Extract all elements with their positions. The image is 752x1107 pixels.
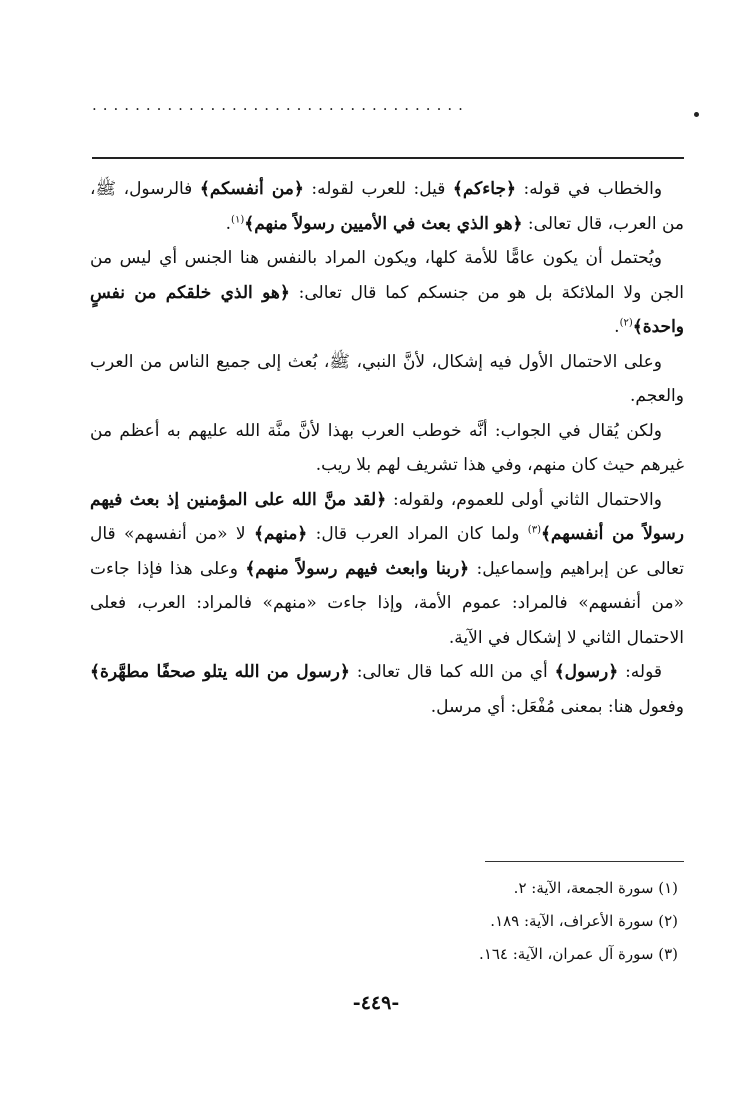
footnote-3: (٣) سورة آل عمران، الآية: ١٦٤. (479, 945, 678, 963)
main-text (90, 172, 684, 724)
quran-quote: ﴿لقد منَّ الله على المؤمنين إذ بعث فيهم رسولاً من أنفسهم﴾ (90, 489, 684, 544)
footnote-rule (485, 861, 684, 862)
text-run: لا «من أنفسهم» قال تعالى عن إبراهيم وإسماعيل: (90, 524, 684, 579)
paragraph (90, 345, 684, 414)
quran-quote: ﴿من أنفسكم﴾ (199, 179, 304, 199)
header-dotted-line: ................................... (92, 96, 469, 114)
footnote-ref: (٢) (619, 317, 633, 329)
header-dot (694, 112, 699, 117)
text-run: وفعول هنا: بمعنى مُفْعَل: أي مرسل. (430, 696, 684, 717)
quran-quote: ﴿رسول من الله يتلو صحفًا مطهَّرة﴾ (90, 662, 350, 682)
footnote-ref: (١) (231, 213, 245, 225)
text-run: قوله: (618, 662, 662, 682)
text-run: فالرسول، ﷺ، من العرب، قال تعالى: (90, 179, 684, 234)
quran-quote: ﴿هو الذي بعث في الأميين رسولاً منهم﴾ (244, 213, 523, 234)
page-number: -٤٤٩- (352, 992, 400, 1014)
text-run: وعلى هذا فإذا جاءت «من أنفسهم» فالمراد: عموم الأمة، وإذا جاءت «منهم» فالمراد: العرب، فعلى الاحتمال الثاني لا إشكال في الآية. (90, 558, 684, 648)
text-run: . (225, 213, 232, 234)
quran-quote: ﴿رسول﴾ (554, 662, 619, 682)
paragraph (90, 483, 684, 656)
text-run: أي من الله كما قال تعالى: (349, 662, 555, 682)
quran-quote: ﴿ربنا وابعث فيهم رسولاً منهم﴾ (245, 558, 470, 579)
footnote-2: (٢) سورة الأعراف، الآية: ١٨٩. (490, 912, 678, 930)
text-run: وعلى الاحتمال الأول فيه إشكال، لأنَّ النبي، ﷺ، بُعث إلى جميع الناس من العرب والعجم. (90, 351, 684, 406)
text-run: ويُحتمل أن يكون عامًّا للأمة كلها، ويكون المراد بالنفس هنا الجنس أي ليس من الجن ولا الملائكة بل هو من جنسكم كما قال تعالى: (90, 248, 684, 303)
paragraph (90, 655, 684, 724)
text-run: قيل: للعرب لقوله: (303, 179, 453, 199)
paragraph (90, 241, 684, 345)
text-run: والاحتمال الثاني أولى للعموم، ولقوله: (386, 489, 662, 510)
quran-quote: ﴿هو الذي خلقكم من نفسٍ واحدة﴾ (90, 282, 684, 337)
text-run: . (614, 317, 620, 337)
quran-quote: ﴿جاءكم﴾ (452, 179, 516, 199)
quran-quote: ﴿منهم﴾ (253, 524, 308, 544)
footnotes (90, 872, 678, 971)
text-run: ولما كان المراد العرب قال: (307, 524, 528, 544)
text-run: ولكن يُقال في الجواب: أنَّه خوطب العرب بهذا لأنَّ منَّة الله عليهم به أعظم من غيرهم حيث كان منهم، وفي هذا تشريف لهم بلا ريب. (90, 420, 684, 475)
text-run: والخطاب في قوله: (515, 179, 663, 199)
top-rule (92, 157, 684, 159)
footnote-1: (١) سورة الجمعة، الآية: ٢. (513, 879, 678, 897)
footnote-ref: (٣) (527, 524, 541, 536)
paragraph (90, 414, 684, 483)
paragraph (90, 172, 684, 241)
